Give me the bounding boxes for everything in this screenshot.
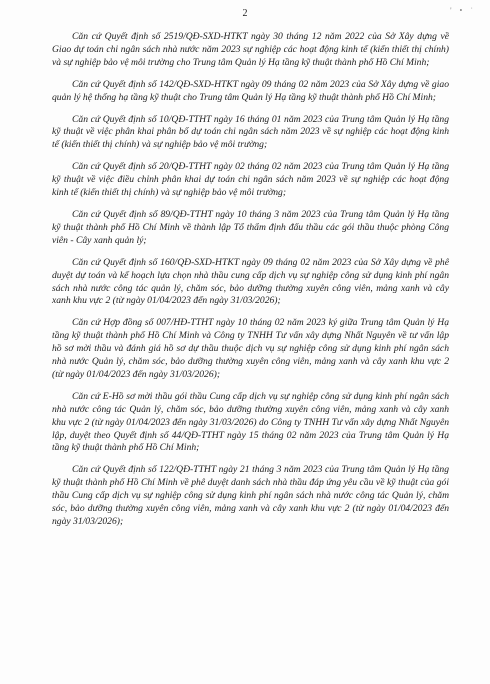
document-body bbox=[52, 31, 449, 538]
page-number: 2 bbox=[242, 8, 248, 19]
paragraph-decision-160: Căn cứ Quyết định số 160/QĐ-SXD-HTKT ngày 09 tháng 02 năm 2023 của Sở Xây dựng về phê duyệt dự toán và kế hoạch lựa chọn nhà thầu cung cấp dịch vụ sự nghiệp công sử dụng kinh phí ngân sách nhà nước công tác quản lý, chăm sóc, bảo dưỡng thường xuyên công viên, mảng xanh và cây xanh khu vực 2 (từ ngày 01/04/2023 đến ngày 31/03/2026); bbox=[52, 256, 449, 307]
paragraph-decision-20: Căn cứ Quyết định số 20/QĐ-TTHT ngày 02 tháng 02 năm 2023 của Trung tâm Quản lý Hạ tầng kỹ thuật về việc điều chỉnh phân khai dự toán chi ngân sách năm 2023 về sự nghiệp các hoạt động kinh tế (kiến thiết thị chính) và sự nghiệp bảo vệ môi trường; bbox=[52, 161, 449, 199]
paragraph-contract-007: Căn cứ Hợp đồng số 007/HĐ-TTHT ngày 10 tháng 02 năm 2023 ký giữa Trung tâm Quản lý Hạ tầng kỹ thuật thành phố Hồ Chí Minh và Công ty TNHH Tư vấn xây dựng Nhất Nguyên về tư vấn lập hồ sơ mời thầu và đánh giá hồ sơ dự thầu thuộc dịch vụ sự nghiệp công sử dụng kinh phí ngân sách nhà nước Quản lý, chăm sóc, bảo dưỡng thường xuyên công viên, mảng xanh và cây xanh khu vực 2 (từ ngày 01/04/2023 đến ngày 31/03/2026); bbox=[52, 317, 449, 380]
corner-mark: ' • ˙ bbox=[450, 6, 476, 15]
paragraph-decision-89: Căn cứ Quyết định số 89/QĐ-TTHT ngày 10 tháng 3 năm 2023 của Trung tâm Quản lý Hạ tầng kỹ thuật thành phố Hồ Chí Minh về thành lập Tổ thẩm định đấu thầu các gói thầu thuộc phòng Công viên - Cây xanh quản lý; bbox=[52, 208, 449, 246]
paragraph-decision-10: Căn cứ Quyết định số 10/QĐ-TTHT ngày 16 tháng 01 năm 2023 của Trung tâm Quản lý Hạ tầng kỹ thuật về việc phân khai phân bổ dự toán chi ngân sách năm 2023 về sự nghiệp các hoạt động kinh tế (kiến thiết thị chính) và sự nghiệp bảo vệ môi trường; bbox=[52, 113, 449, 151]
paragraph-decision-142: Căn cứ Quyết định số 142/QĐ-SXD-HTKT ngày 09 tháng 02 năm 2023 của Sở Xây dựng về giao quản lý hệ thống hạ tầng kỹ thuật cho Trung tâm Quản lý Hạ tầng kỹ thuật thành phố Hồ Chí Minh; bbox=[52, 78, 449, 103]
paragraph-decision-122: Căn cứ Quyết định số 122/QĐ-TTHT ngày 21 tháng 3 năm 2023 của Trung tâm Quản lý Hạ tầng kỹ thuật thành phố Hồ Chí Minh về phê duyệt danh sách nhà thầu đáp ứng yêu cầu về kỹ thuật của gói thầu Cung cấp dịch vụ sự nghiệp công sử dụng kinh phí ngân sách nhà nước công tác Quản lý, chăm sóc, bảo dưỡng thường xuyên công viên, mảng xanh và cây xanh khu vực 2 (từ ngày 01/04/2023 đến ngày 31/03/2026); bbox=[52, 464, 449, 527]
paragraph-e-tender-dossier: Căn cứ E-Hồ sơ mời thầu gói thầu Cung cấp dịch vụ sự nghiệp công sử dụng kinh phí ngân sách nhà nước công tác Quản lý, chăm sóc, bảo dưỡng thường xuyên công viên, mảng xanh và cây xanh khu vực 2 (từ ngày 01/04/2023 đến ngày 31/03/2026) do Công ty TNHH Tư vấn xây dựng Nhất Nguyên lập, duyệt theo Quyết định số 44/QĐ-TTHT ngày 15 tháng 02 năm 2023 của Trung tâm Quản lý Hạ tầng kỹ thuật thành phố Hồ Chí Minh; bbox=[52, 390, 449, 454]
paragraph-decision-2519: Căn cứ Quyết định số 2519/QĐ-SXD-HTKT ngày 30 tháng 12 năm 2022 của Sở Xây dựng về Giao dự toán chi ngân sách nhà nước năm 2023 sự nghiệp các hoạt động kinh tế (kiến thiết thị chính) và sự nghiệp bảo vệ môi trường cho Trung tâm Quản lý Hạ tầng kỹ thuật thành phố Hồ Chí Minh; bbox=[52, 31, 449, 68]
